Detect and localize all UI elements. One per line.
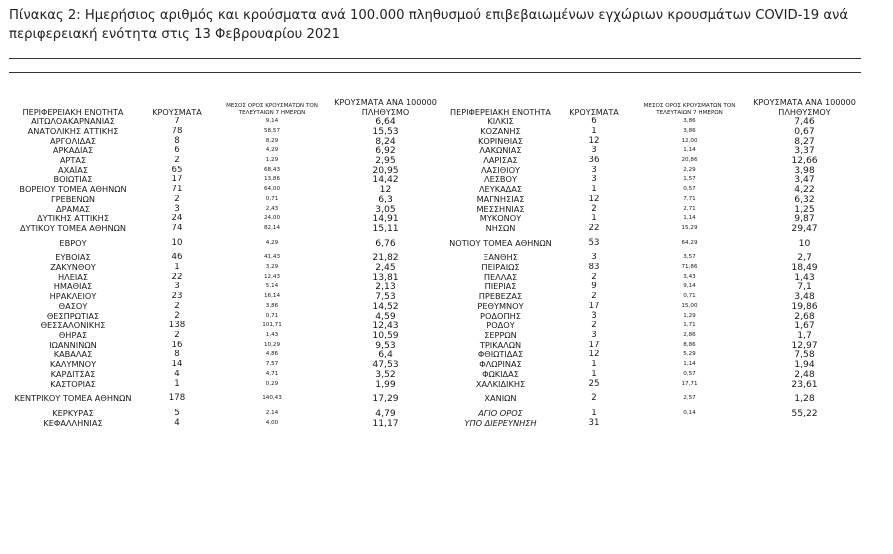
table-row (9, 321, 861, 331)
left-per100k-cell: 3,52 (375, 369, 396, 380)
left-unit-cell: ΖΑΚΥΝΘΟΥ (50, 262, 96, 272)
left-per100k-cell: 9,53 (375, 340, 396, 351)
second-rule (9, 72, 861, 73)
right-avg7-cell: 1,57 (683, 176, 696, 183)
header-unit: ΠΕΡΙΦΕΡΕΙΑΚΗ ΕΝΟΤΗΤΑ (22, 107, 124, 117)
right-per100k-cell: 1,94 (794, 360, 815, 370)
right-cases-cell: 1 (591, 126, 597, 136)
right-unit-cell: ΠΕΛΛΑΣ (483, 272, 518, 282)
left-unit-cell: ΑΡΤΑΣ (59, 155, 87, 165)
left-cases-cell: 2 (174, 155, 180, 165)
left-cases-cell: 22 (171, 272, 183, 282)
right-per100k-cell: 1,28 (794, 393, 815, 405)
right-per100k-cell: 55,22 (791, 408, 818, 419)
right-cases-cell: 3 (591, 330, 597, 340)
left-unit-cell: ΓΡΕΒΕΝΩΝ (51, 194, 95, 204)
left-cases-cell: 178 (168, 393, 186, 404)
left-avg7-cell: 68,43 (263, 166, 280, 173)
header-row (9, 95, 861, 117)
right-avg7-cell: 1,71 (683, 322, 696, 329)
table-row (9, 204, 861, 214)
left-unit-cell: ΑΙΤΩΛΟΑΚΑΡΝΑΝΙΑΣ (31, 117, 115, 127)
left-per100k-cell: 2,45 (375, 262, 396, 273)
right-avg7-cell: 2,71 (683, 205, 696, 212)
left-per100k-cell: 13,81 (372, 272, 399, 283)
right-unit-cell: ΚΟΖΑΝΗΣ (480, 126, 521, 136)
left-unit-cell: ΚΑΣΤΟΡΙΑΣ (50, 379, 96, 389)
right-avg7-cell: 0,57 (683, 370, 696, 377)
left-avg7-cell: 0,71 (265, 195, 279, 202)
right-unit-cell: ΦΘΙΩΤΙΔΑΣ (477, 350, 524, 360)
right-avg7-cell: 12,00 (681, 137, 698, 144)
right-per100k-cell: 3,47 (794, 175, 815, 186)
left-unit-cell: ΕΥΒΟΙΑΣ (55, 253, 91, 263)
left-avg7-cell: 10,29 (263, 341, 280, 348)
left-per100k-cell: 7,53 (375, 292, 396, 302)
left-unit-cell: ΔΡΑΜΑΣ (56, 204, 90, 214)
table-row (9, 234, 861, 254)
right-cases-cell: 83 (588, 262, 600, 272)
right-unit-cell: ΞΑΝΘΗΣ (483, 253, 518, 263)
right-per100k-cell: 12,66 (791, 155, 818, 166)
left-cases-cell: 10 (171, 237, 183, 248)
left-avg7-cell: 7,57 (265, 361, 279, 368)
left-per100k-cell: 1,99 (375, 379, 396, 390)
right-cases-cell: 17 (588, 340, 600, 350)
left-avg7-cell: 24,00 (263, 215, 280, 222)
left-cases-cell: 65 (171, 165, 183, 175)
left-cases-cell: 74 (171, 223, 183, 234)
right-avg7-cell: 5,29 (683, 351, 696, 358)
right-cases-cell: 1 (591, 360, 597, 370)
right-unit-cell: ΛΕΥΚΑΔΑΣ (478, 185, 523, 195)
cases-table (9, 95, 861, 428)
left-avg7-cell: 3,29 (265, 263, 279, 270)
right-avg7-cell: 2,29 (683, 166, 696, 173)
left-cases-cell: 14 (171, 360, 183, 370)
left-per100k-cell: 10,59 (372, 330, 399, 341)
left-per100k-cell: 6,4 (378, 350, 393, 361)
right-per100k-cell: 1,43 (794, 272, 815, 283)
left-cases-cell: 24 (171, 214, 183, 224)
left-avg7-cell: 1,43 (265, 331, 279, 338)
right-per100k-cell: 18,49 (791, 262, 818, 273)
right-unit-cell: ΡΕΘΥΜΝΟΥ (477, 301, 524, 311)
left-cases-cell: 8 (174, 350, 180, 360)
left-per100k-cell: 15,53 (372, 126, 399, 137)
left-unit-cell: ΑΡΚΑΔΙΑΣ (52, 146, 94, 156)
right-unit-cell: ΥΠΟ ΔΙΕΡΕΥΝΗΣΗ (464, 418, 537, 428)
right-avg7-cell: 17,71 (681, 380, 698, 387)
right-avg7-cell: 1,14 (683, 215, 696, 222)
right-per100k-cell: 3,37 (794, 146, 815, 156)
right-unit-cell: ΧΑΛΚΙΔΙΚΗΣ (475, 379, 526, 389)
right-cases-cell: 3 (591, 146, 597, 156)
header-per100k-right: ΚΡΟΥΣΜΑΤΑ ΑΝΑ 100000 ΠΛΗΘΥΣΜΟΥ (753, 97, 856, 117)
left-unit-cell: ΚΑΡΔΙΤΣΑΣ (50, 369, 96, 379)
right-unit-cell: ΝΗΣΩΝ (485, 223, 516, 234)
right-unit-cell: ΡΟΔΟΠΗΣ (480, 311, 521, 321)
right-cases-cell: 1 (591, 369, 597, 379)
right-avg7-cell: 1,29 (683, 312, 696, 319)
right-avg7-cell: 8,86 (683, 341, 696, 348)
table-row (9, 273, 861, 283)
left-cases-cell: 138 (168, 321, 186, 331)
left-per100k-cell: 2,13 (375, 282, 396, 292)
left-cases-cell: 23 (171, 292, 183, 302)
right-per100k-cell: 23,61 (791, 379, 818, 390)
table-row (9, 146, 861, 156)
left-unit-cell: ΘΑΣΟΥ (58, 301, 88, 311)
left-cases-cell: 78 (171, 126, 183, 136)
header-cases-right: ΚΡΟΥΣΜΑΤΑ (569, 107, 619, 117)
left-cases-cell: 1 (174, 262, 180, 272)
right-cases-cell: 1 (591, 185, 597, 195)
left-avg7-cell: 12,43 (263, 273, 280, 280)
left-unit-cell: ΚΕΝΤΡΙΚΟΥ ΤΟΜΕΑ ΑΘΗΝΩΝ (14, 393, 132, 404)
table-caption: Πίνακας 2: Ημερήσιος αριθμός και κρούσματα ανά 100.000 πληθυσμού επιβεβαιωμένων εγχώριων κρουσμάτων COVID-19 ανά περιφερειακή ενότητα στις 13 Φεβρουαρίου 2021 (9, 8, 849, 42)
table-row (9, 156, 861, 166)
table-row (9, 117, 861, 127)
header-unit-right: ΠΕΡΙΦΕΡΕΙΑΚΗ ΕΝΟΤΗΤΑ (450, 107, 551, 117)
table-row (9, 418, 861, 428)
right-cases-cell: 25 (588, 379, 600, 389)
table-row (9, 195, 861, 205)
table-row (9, 292, 861, 302)
right-avg7-cell: 15,00 (681, 302, 698, 309)
right-avg7-cell: 0,57 (683, 186, 696, 193)
left-per100k-cell: 12 (379, 185, 392, 195)
right-per100k-cell: 19,86 (791, 301, 818, 312)
left-cases-cell: 1 (174, 379, 180, 389)
right-per100k-cell: 1,7 (797, 330, 812, 341)
left-unit-cell: ΗΛΕΙΑΣ (57, 272, 89, 282)
left-avg7-cell: 82,14 (263, 225, 280, 232)
right-avg7-cell (631, 418, 748, 428)
right-avg7-cell: 3,43 (683, 273, 696, 280)
table-row (9, 175, 861, 185)
right-cases-cell: 2 (591, 204, 597, 214)
right-unit-cell: ΛΕΣΒΟΥ (483, 175, 517, 185)
left-cases-cell: 2 (174, 330, 180, 340)
right-cases-cell: 3 (591, 253, 597, 263)
left-avg7-cell: 1,29 (265, 156, 279, 163)
left-per100k-cell: 17,29 (372, 393, 399, 405)
right-unit-cell: ΚΙΛΚΙΣ (487, 117, 514, 127)
left-cases-cell: 2 (174, 301, 180, 311)
right-cases-cell: 31 (588, 418, 600, 428)
right-avg7-cell: 71,86 (681, 263, 698, 270)
top-rule (9, 58, 861, 59)
right-avg7-cell: 7,71 (683, 195, 696, 202)
right-per100k-cell: 7,1 (797, 282, 812, 292)
left-per100k-cell: 4,59 (375, 311, 396, 322)
table-row (9, 127, 861, 137)
left-per100k-cell: 6,3 (378, 194, 393, 205)
left-per100k-cell: 6,76 (375, 237, 396, 249)
right-unit-cell: ΣΕΡΡΩΝ (484, 330, 517, 340)
left-per100k-cell: 2,95 (375, 155, 396, 166)
table-row (9, 282, 861, 292)
right-unit-cell: ΦΛΩΡΙΝΑΣ (479, 360, 522, 370)
right-per100k-cell: 8,27 (794, 136, 815, 147)
right-avg7-cell: 3,57 (683, 254, 696, 261)
left-cases-cell: 6 (174, 146, 180, 156)
right-per100k-cell: 6,32 (794, 194, 815, 205)
right-unit-cell: ΛΑΡΙΣΑΣ (483, 155, 518, 165)
table-row (9, 185, 861, 195)
right-per100k-cell: 1,25 (794, 204, 815, 215)
left-cases-cell: 4 (174, 369, 180, 379)
left-unit-cell: ΘΕΣΠΡΩΤΙΑΣ (46, 311, 100, 321)
left-per100k-cell: 14,52 (372, 301, 399, 312)
table-row (9, 370, 861, 380)
header-avg7: ΜΕΣΟΣ ΟΡΟΣ ΚΡΟΥΣΜΑΤΩΝ ΤΟΝ ΤΕΛΕΥΤΑΙΩΝ 7 ΗΜΕΡΩΝ (226, 103, 318, 116)
right-unit-cell: ΚΟΡΙΝΘΙΑΣ (478, 136, 523, 146)
left-avg7-cell: 0,29 (265, 380, 279, 387)
left-per100k-cell: 47,53 (372, 360, 399, 370)
left-cases-cell: 2 (174, 311, 180, 321)
table-row (9, 341, 861, 351)
right-per100k-cell: 2,48 (794, 369, 815, 380)
right-cases-cell: 2 (591, 272, 597, 282)
right-cases-cell: 17 (588, 301, 600, 311)
right-per100k-cell: 12,97 (791, 340, 818, 351)
left-per100k-cell: 21,82 (372, 253, 399, 263)
left-cases-cell: 8 (174, 136, 180, 146)
left-per100k-cell: 6,92 (375, 146, 396, 156)
right-unit-cell: ΑΓΙΟ ΟΡΟΣ (478, 408, 523, 418)
left-per100k-cell: 15,11 (372, 223, 399, 234)
right-cases-cell: 22 (588, 223, 600, 234)
right-unit-cell: ΧΑΝΙΩΝ (484, 393, 517, 404)
right-per100k-cell: 3,98 (794, 165, 815, 176)
left-unit-cell: ΑΝΑΤΟΛΙΚΗΣ ΑΤΤΙΚΗΣ (27, 126, 119, 136)
left-avg7-cell: 0,71 (265, 312, 279, 319)
right-per100k-cell (748, 418, 861, 428)
left-unit-cell: ΚΑΛΥΜΝΟΥ (49, 360, 97, 370)
table-row (9, 136, 861, 146)
right-cases-cell: 3 (591, 175, 597, 185)
left-per100k-cell: 4,79 (375, 408, 396, 419)
left-per100k-cell: 6,64 (375, 117, 396, 127)
left-avg7-cell: 8,29 (265, 137, 279, 144)
right-per100k-cell: 3,48 (794, 292, 815, 302)
left-avg7-cell: 58,57 (263, 127, 280, 134)
right-unit-cell: ΠΙΕΡΙΑΣ (484, 282, 517, 292)
right-per100k-cell: 9,87 (794, 214, 815, 224)
left-avg7-cell: 64,00 (263, 186, 280, 193)
table-row (9, 379, 861, 389)
right-cases-cell: 36 (588, 155, 600, 165)
left-unit-cell: ΑΡΓΟΛΙΔΑΣ (50, 136, 96, 146)
left-unit-cell: ΘΕΣΣΑΛΟΝΙΚΗΣ (40, 321, 106, 331)
table-row (9, 360, 861, 370)
right-per100k-cell: 0,67 (794, 126, 815, 137)
left-avg7-cell: 4,71 (265, 370, 279, 377)
right-avg7-cell: 1,14 (683, 147, 696, 154)
left-avg7-cell: 5,14 (265, 283, 279, 290)
right-cases-cell: 1 (591, 214, 597, 224)
right-per100k-cell: 2,68 (794, 311, 815, 322)
left-unit-cell: ΚΑΒΑΛΑΣ (53, 350, 93, 360)
right-per100k-cell: 7,46 (794, 117, 815, 127)
right-avg7-cell: 0,71 (683, 293, 696, 300)
right-unit-cell: ΛΑΚΩΝΙΑΣ (479, 146, 522, 156)
right-unit-cell: ΡΟΔΟΥ (486, 321, 515, 331)
right-cases-cell: 3 (591, 165, 597, 175)
left-unit-cell: ΗΜΑΘΙΑΣ (53, 282, 93, 292)
right-cases-cell: 12 (588, 136, 600, 146)
table-row (9, 224, 861, 234)
left-avg7-cell: 4,29 (265, 239, 279, 246)
right-per100k-cell: 1,67 (794, 321, 815, 331)
table-row (9, 166, 861, 176)
right-unit-cell: ΤΡΙΚΑΛΩΝ (479, 340, 522, 350)
right-unit-cell: ΜΕΣΣΗΝΙΑΣ (476, 204, 525, 214)
right-avg7-cell: 3,86 (683, 127, 696, 134)
right-cases-cell: 2 (591, 292, 597, 302)
table-row (9, 389, 861, 409)
left-avg7-cell: 4,29 (265, 147, 279, 154)
right-unit-cell: ΛΑΣΙΘΙΟΥ (480, 165, 521, 175)
left-avg7-cell: 2,43 (265, 205, 279, 212)
left-unit-cell: ΙΩΑΝΝΙΝΩΝ (49, 340, 97, 350)
right-unit-cell: ΜΑΓΝΗΣΙΑΣ (476, 194, 525, 204)
right-cases-cell: 53 (588, 237, 600, 248)
left-unit-cell: ΚΕΦΑΛΛΗΝΙΑΣ (43, 418, 103, 428)
right-per100k-cell: 10 (798, 237, 811, 249)
header-per100k: ΚΡΟΥΣΜΑΤΑ ΑΝΑ 100000 ΠΛΗΘΥΣΜΟ (334, 97, 437, 117)
right-unit-cell: ΝΟΤΙΟΥ ΤΟΜΕΑ ΑΘΗΝΩΝ (449, 237, 552, 248)
left-avg7-cell: 9,14 (265, 118, 279, 125)
left-per100k-cell: 8,24 (375, 136, 396, 147)
right-avg7-cell: 15,29 (681, 225, 698, 232)
left-avg7-cell: 2,14 (265, 409, 279, 416)
right-avg7-cell: 0,14 (683, 409, 696, 416)
left-avg7-cell: 101,71 (262, 322, 282, 329)
right-cases-cell: 1 (591, 408, 597, 418)
left-per100k-cell: 14,42 (372, 175, 399, 186)
right-cases-cell: 12 (588, 350, 600, 360)
table-row (9, 302, 861, 312)
right-unit-cell: ΜΥΚΟΝΟΥ (479, 214, 522, 224)
left-per100k-cell: 12,43 (372, 321, 399, 331)
left-cases-cell: 5 (174, 408, 180, 418)
table-row (9, 214, 861, 224)
left-cases-cell: 4 (174, 418, 180, 428)
left-avg7-cell: 4,86 (265, 351, 279, 358)
left-unit-cell: ΕΒΡΟΥ (59, 237, 87, 248)
left-cases-cell: 17 (171, 175, 183, 185)
right-unit-cell: ΠΕΙΡΑΙΩΣ (481, 262, 520, 272)
right-per100k-cell: 7,58 (794, 350, 815, 361)
table-row (9, 350, 861, 360)
left-avg7-cell: 3,86 (265, 302, 279, 309)
right-cases-cell: 2 (591, 393, 597, 404)
header-cases: ΚΡΟΥΣΜΑΤΑ (152, 107, 202, 117)
table-row (9, 253, 861, 263)
left-cases-cell: 3 (174, 282, 180, 292)
right-avg7-cell: 20,86 (681, 156, 698, 163)
right-per100k-cell: 2,7 (797, 253, 812, 263)
table-row (9, 263, 861, 273)
table-row (9, 331, 861, 341)
right-cases-cell: 9 (591, 282, 597, 292)
right-avg7-cell: 2,57 (683, 395, 696, 402)
left-cases-cell: 3 (174, 204, 180, 214)
left-per100k-cell: 11,17 (372, 418, 399, 429)
left-cases-cell: 2 (174, 194, 180, 204)
right-per100k-cell: 29,47 (791, 223, 818, 234)
table-row (9, 409, 861, 419)
right-cases-cell: 6 (591, 117, 597, 127)
header-avg7-right: ΜΕΣΟΣ ΟΡΟΣ ΚΡΟΥΣΜΑΤΩΝ ΤΟΝ ΤΕΛΕΥΤΑΙΩΝ 7 ΗΜΕΡΩΝ (643, 103, 736, 116)
left-per100k-cell: 20,95 (372, 165, 399, 176)
left-unit-cell: ΚΕΡΚΥΡΑΣ (52, 408, 94, 418)
right-avg7-cell: 9,14 (683, 283, 696, 290)
left-cases-cell: 7 (174, 117, 180, 127)
right-avg7-cell: 1,14 (683, 361, 696, 368)
left-unit-cell: ΒΟΙΩΤΙΑΣ (53, 175, 93, 185)
left-avg7-cell: 13,86 (263, 176, 280, 183)
left-unit-cell: ΑΧΑΪΑΣ (58, 165, 88, 175)
right-avg7-cell: 3,86 (683, 118, 696, 125)
left-per100k-cell: 14,91 (372, 214, 399, 224)
left-cases-cell: 16 (171, 340, 183, 350)
left-avg7-cell: 16,14 (263, 293, 280, 300)
left-unit-cell: ΔΥΤΙΚΟΥ ΤΟΜΕΑ ΑΘΗΝΩΝ (19, 223, 127, 234)
right-cases-cell: 2 (591, 321, 597, 331)
right-unit-cell: ΦΩΚΙΔΑΣ (482, 369, 519, 379)
right-unit-cell: ΠΡΕΒΕΖΑΣ (478, 292, 523, 302)
left-cases-cell: 71 (171, 185, 183, 195)
left-unit-cell: ΒΟΡΕΙΟΥ ΤΟΜΕΑ ΑΘΗΝΩΝ (19, 185, 127, 195)
right-avg7-cell: 2,86 (683, 331, 696, 338)
right-avg7-cell: 64,29 (681, 239, 698, 246)
left-unit-cell: ΗΡΑΚΛΕΙΟΥ (49, 292, 97, 302)
left-per100k-cell: 3,05 (375, 204, 396, 215)
left-avg7-cell: 4,00 (265, 419, 279, 426)
left-unit-cell: ΔΥΤΙΚΗΣ ΑΤΤΙΚΗΣ (36, 214, 110, 224)
left-avg7-cell: 41,43 (263, 254, 280, 261)
right-cases-cell: 3 (591, 311, 597, 321)
left-unit-cell: ΘΗΡΑΣ (58, 330, 88, 340)
right-per100k-cell: 4,22 (794, 185, 815, 195)
table-row (9, 311, 861, 321)
left-avg7-cell: 140,43 (262, 395, 282, 402)
right-cases-cell: 12 (588, 194, 600, 204)
left-cases-cell: 46 (171, 253, 183, 263)
